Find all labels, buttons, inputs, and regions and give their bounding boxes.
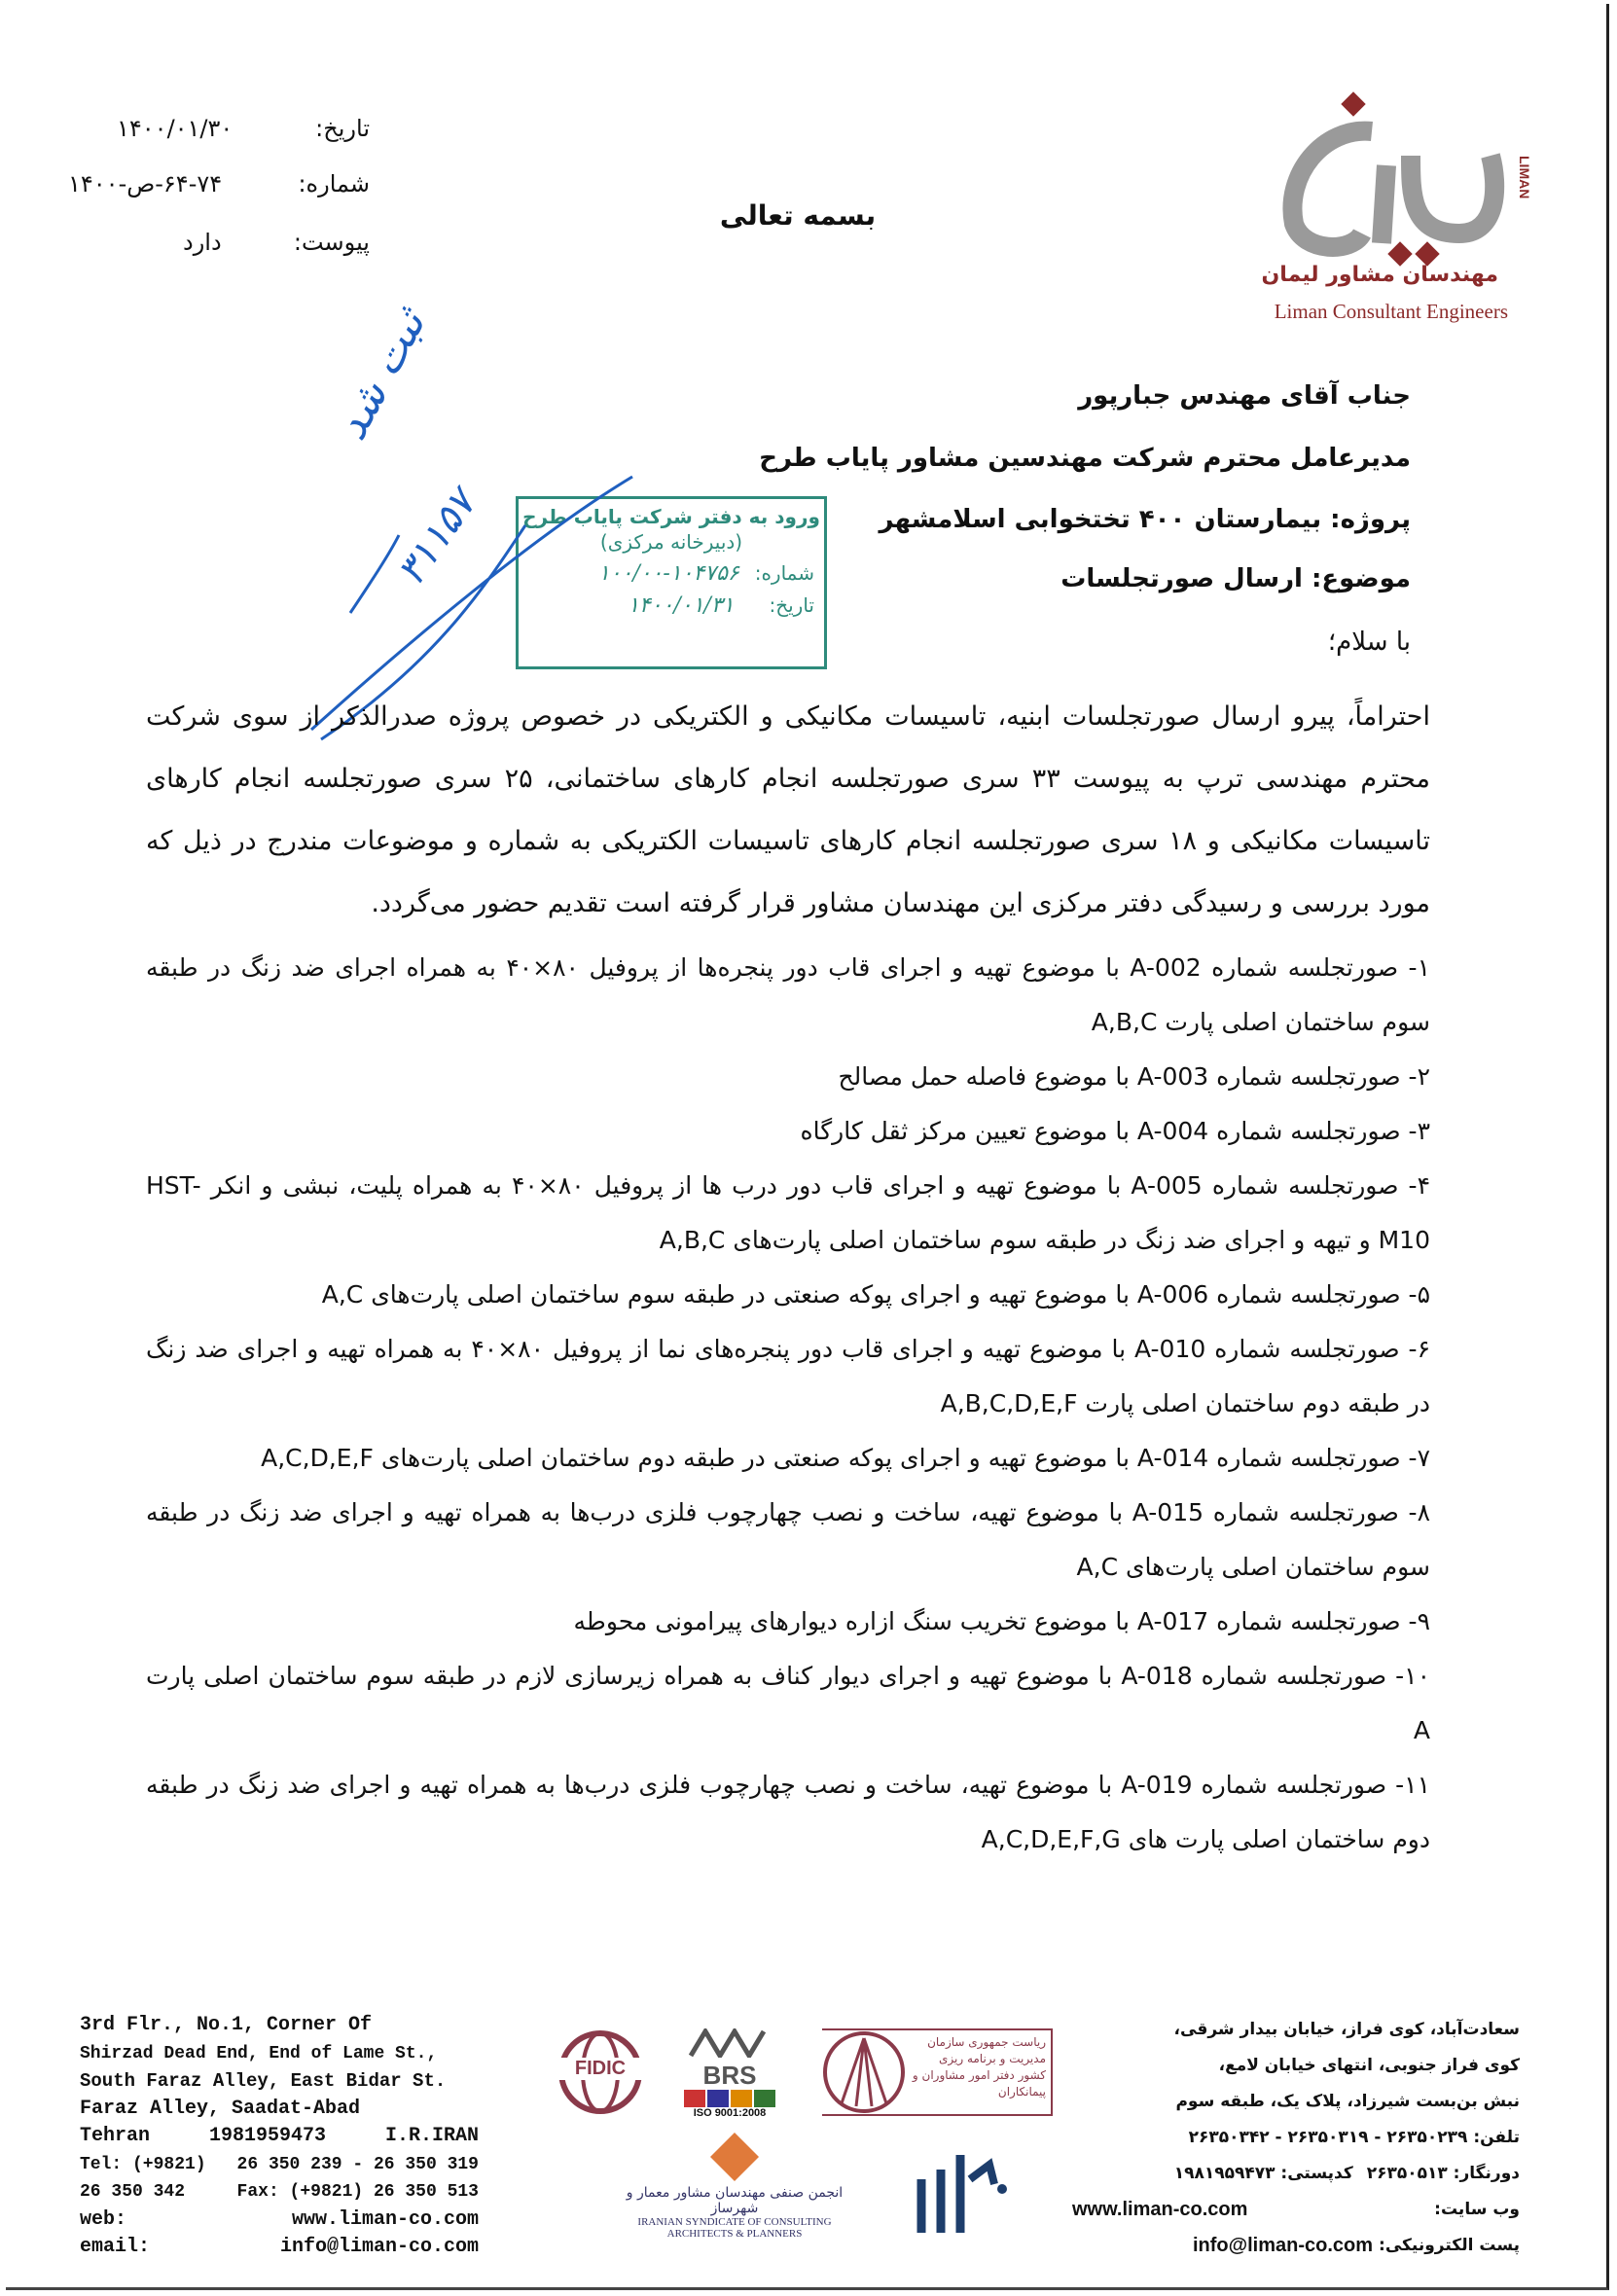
number-value: ۶۴-۷۴-ص-۱۴۰۰ [68, 170, 223, 197]
list-item: ۵- صورتجلسه شماره A-006 با موضوع تهیه و اجرای پوکه صنعتی در طبقه سوم ساختمان اصلی پارت‌های A,C [321, 1280, 1430, 1309]
list-item: ۹- صورتجلسه شماره A-017 با موضوع تخریب سنگ ازاره دیوارهای پیرامونی محوطه [573, 1607, 1430, 1635]
email-link[interactable]: info@liman-co.com [279, 2236, 479, 2258]
syndicate-fa: انجمن صنفی مهندسان مشاور معمار و شهرساز [626, 2185, 844, 2216]
logo-name-en: Liman Consultant Engineers [1274, 300, 1508, 323]
footer-city: Tehran [80, 2125, 151, 2147]
footer-en-line: Shirzad Dead End, End of Lame St., [80, 2043, 438, 2063]
footer-fa-web-label: وب سایت: [1434, 2200, 1520, 2219]
footer-fa-email-link[interactable]: info@liman-co.com [1192, 2235, 1374, 2256]
letter-number [58, 170, 370, 209]
list-item: ۴- صورتجلسه شماره A-005 با موضوع تهیه و اجرای قاب دور درب ها از پروفیل ۸۰×۴۰ به همراه پلیت، نبشی و انکر HST-M10 و تیهه و اجرای ضد زنگ در طبقه سوم ساختمان اصلی پارت‌های A,B,C [146, 1171, 1430, 1254]
liman-logo-icon [1265, 88, 1537, 282]
letter-content [146, 686, 1430, 1867]
footer-fa-line: سعادت‌آباد، کوی فراز، خیابان بیدار شرقی، [1173, 2020, 1520, 2039]
brs-badge [671, 2028, 788, 2126]
list-item: ۱۱- صورتجلسه شماره A-019 با موضوع تهیه، ساخت و نصب چهارچوب فلزی درب‌ها به همراه تهیه و اجرای ضد زنگ در طبقه دوم ساختمان اصلی پارت های A,C,D,E,F,G [146, 1771, 1431, 1853]
greeting: با سلام؛ [1327, 628, 1411, 657]
fidic-text: FIDIC [557, 2058, 644, 2080]
stamp-date-value: ۱۴۰۰/۰۱/۳۱ [628, 593, 735, 618]
footer-fa-line: نبش بن‌بست شیرزاد، پلاک یک، طبقه سوم [1175, 2092, 1520, 2111]
project-line: پروژه: بیمارستان ۴۰۰ تختخوابی اسلامشهر [879, 505, 1411, 534]
attachment-label: پیوست: [293, 229, 370, 256]
gov-emblem-icon [822, 2030, 906, 2114]
date-label: تاریخ: [315, 115, 370, 142]
subject-line: موضوع: ارسال صورتجلسات [1060, 564, 1411, 593]
list-item: ۳- صورتجلسه شماره A-004 با موضوع تعیین مرکز ثقل کارگاه [800, 1117, 1430, 1145]
stamp-subtitle: (دبیرخانه مرکزی) [599, 530, 743, 554]
minutes-list [146, 941, 1430, 1867]
letter-date [107, 115, 370, 154]
bismillah-heading: بسمه تعالی [719, 199, 877, 232]
footer-fa-email-label: پست الکترونیکی: [1379, 2236, 1520, 2255]
logo-name-fa: مهندسان مشاور لیمان [1261, 263, 1498, 287]
addressee-name: جناب آقای مهندس جبارپور [1078, 381, 1411, 411]
handwritten-number: ۳۱۱۵۷ [388, 482, 485, 594]
addressee-title: مدیرعامل محترم شرکت مهندسین مشاور پایاب طرح [759, 444, 1411, 473]
footer-fa-line: کوی فراز جنوبی، انتهای خیابان لامع، [1218, 2056, 1520, 2075]
web-label: web: [80, 2207, 127, 2231]
gov-badge [822, 2028, 1053, 2116]
fax-value: Fax: (+9821) 26 350 513 [236, 2182, 479, 2202]
footer-country: I.R.IRAN [384, 2125, 479, 2147]
attachment-value: دارد [183, 229, 222, 256]
tel-label: Tel: (+9821) [80, 2154, 206, 2174]
tel-extra: 26 350 342 [80, 2182, 186, 2202]
list-item: ۸- صورتجلسه شماره A-015 با موضوع تهیه، ساخت و نصب چهارچوب فلزی درب‌ها به همراه تهیه و اجرای ضد زنگ در طبقه سوم ساختمان اصلی پارت‌های A,C [146, 1498, 1430, 1581]
web-link[interactable]: www.liman-co.com [291, 2207, 479, 2231]
footer-en-line: South Faraz Alley, East Bidar St. [80, 2070, 447, 2092]
letter-attachment [175, 229, 370, 268]
footer-en-line: Faraz Alley, Saadat-Abad [80, 2097, 361, 2120]
footer-fa-postal: کدپستی: ۱۹۸۱۹۵۹۴۷۳ [1173, 2164, 1353, 2183]
footer-fa-web-link[interactable]: www.liman-co.com [1072, 2199, 1248, 2220]
syndicate-diamond-icon [710, 2133, 759, 2181]
footer-fa-fax: دورنگار: ۲۶۳۵۰۵۱۳ [1366, 2164, 1520, 2183]
footer-address-en [80, 2012, 479, 2262]
stamp-number-label: شماره: [754, 561, 814, 585]
footer-en-line: 3rd Flr., No.1, Corner Of [80, 2014, 373, 2036]
logo-vertical-text: LIMAN [1517, 156, 1532, 199]
footer-fa-phone: تلفن: ۲۶۳۵۰۲۳۹ - ۲۶۳۵۰۳۱۹ - ۲۶۳۵۰۳۴۲ [1188, 2128, 1520, 2147]
list-item: ۲- صورتجلسه شماره A-003 با موضوع فاصله حمل مصالح [838, 1062, 1430, 1091]
gov-text: ریاست جمهوری سازمان مدیریت و برنامه ریزی کشور دفتر امور مشاوران و پیمانکاران [912, 2035, 1046, 2099]
handwritten-note: ثبت شد [326, 302, 436, 448]
list-item: ۶- صورتجلسه شماره A-010 با موضوع تهیه و اجرای قاب دور پنجره‌های نما از پروفیل ۸۰×۴۰ به همراه تهیه و اجرای ضد زنگ در طبقه دوم ساختمان اصلی پارت A,B,C,D,E,F [146, 1335, 1431, 1417]
brs-text: BRS [702, 2061, 757, 2090]
list-item: ۱۰- صورتجلسه شماره A-018 با موضوع تهیه و اجرای دیوار کناف به همراه زیرسازی لازم در طبقه سوم ساختمان اصلی پارت A [146, 1662, 1430, 1744]
engineering-org-logo-icon [916, 2140, 1014, 2238]
date-value: ۱۴۰۰/۰۱/۳۰ [117, 115, 234, 142]
tel-value: 26 350 239 - 26 350 319 [236, 2154, 479, 2174]
number-label: شماره: [298, 170, 370, 197]
company-logo [1261, 88, 1537, 331]
stamp-title: ورود به دفتر شرکت پایاب طرح [522, 505, 820, 528]
footer-postal: 1981959473 [208, 2125, 327, 2147]
footer-address-fa [1072, 2012, 1520, 2264]
brs-mark-icon [686, 2028, 773, 2058]
body-paragraph: احتراماً، پیرو ارسال صورتجلسات ابنیه، تاسیسات مکانیکی و الکتریکی در خصوص پروژه صدرالذکر از سوی شرکت محترم مهندسی ترپ به پیوست ۳۳ سری صورتجلسه انجام کارهای ساختمانی، ۲۵ سری صورتجلسه انجام کارهای تاسیسات مکانیکی و ۱۸ سری صورتجلسه انجام کارهای تاسیسات الکتریکی به شماره و موضوعات مندرج در ذیل که مورد بررسی و رسیدگی دفتر مرکزی این مهندسان مشاور قرار گرفته است تقدیم حضور می‌گردد. [146, 701, 1430, 918]
syndicate-badge [613, 2133, 856, 2240]
iso-text: ISO 9001:2008 [693, 2107, 767, 2119]
fidic-badge [557, 2028, 644, 2116]
syndicate-en: IRANIAN SYNDICATE OF CONSULTING ARCHITECTS & PLANNERS [637, 2216, 832, 2240]
stamp-date-label: تاریخ: [769, 593, 814, 617]
list-item: ۷- صورتجلسه شماره A-014 با موضوع تهیه و اجرای پوکه صنعتی در طبقه دوم ساختمان اصلی پارت‌های A,C,D,E,F [261, 1444, 1430, 1472]
email-label: email: [80, 2236, 151, 2258]
list-item: ۱- صورتجلسه شماره A-002 با موضوع تهیه و اجرای قاب دور پنجره‌ها از پروفیل ۸۰×۴۰ به همراه اجرای ضد زنگ در طبقه سوم ساختمان اصلی پارت A,B,C [146, 953, 1431, 1036]
stamp-number-value: ۱۰۰/۰۰-۱۰۴۷۵۶ [597, 561, 739, 586]
